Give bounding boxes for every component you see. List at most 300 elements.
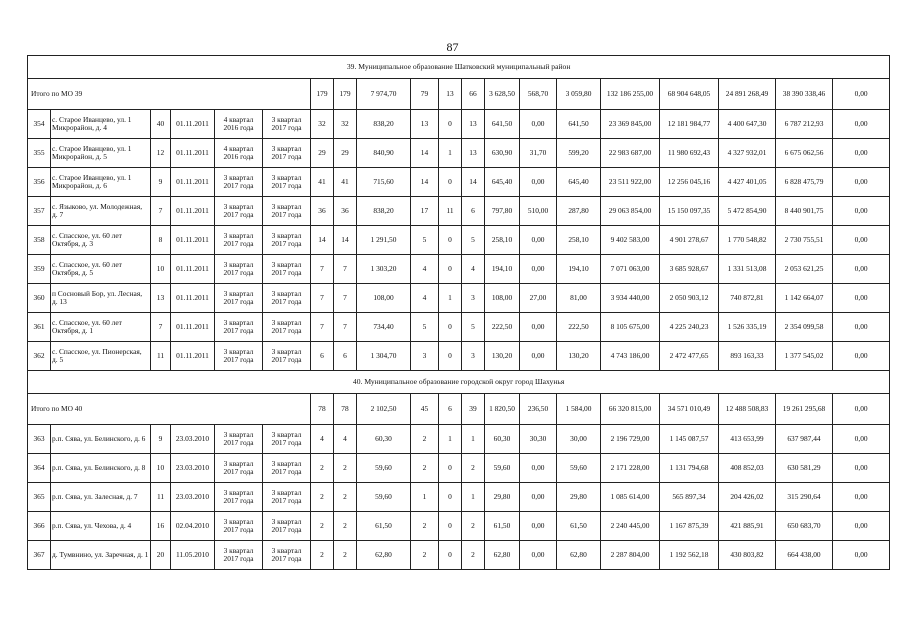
table-row	[28, 313, 890, 342]
table-cell: 5 472 854,90	[719, 197, 776, 226]
table-cell: 7	[311, 313, 334, 342]
address-cell: с. Старое Иванцево, ул. 1 Микрорайон, д. 6	[51, 168, 151, 197]
table-cell: 2	[462, 512, 485, 541]
table-cell: 362	[28, 342, 51, 371]
table-cell: 361	[28, 313, 51, 342]
table-cell: 1 526 335,19	[719, 313, 776, 342]
table-cell: 13	[411, 110, 439, 139]
total-cell: 0,00	[833, 394, 890, 425]
table-cell: 354	[28, 110, 51, 139]
table-cell: 3 квартал 2017 года	[263, 110, 311, 139]
total-cell: 0,00	[833, 79, 890, 110]
total-cell: 132 186 255,00	[601, 79, 660, 110]
table-cell: 130,20	[557, 342, 601, 371]
table-cell: 2 730 755,51	[776, 226, 833, 255]
table-cell: 358	[28, 226, 51, 255]
address-cell: д. Тумвнино, ул. Заречная, д. 1	[51, 541, 151, 570]
table-row	[28, 541, 890, 570]
total-row	[28, 394, 890, 425]
table-cell: 2	[311, 512, 334, 541]
address-cell: с. Старое Иванцево, ул. 1 Микрорайон, д. 5	[51, 139, 151, 168]
total-cell: 39	[462, 394, 485, 425]
table-cell: 13	[462, 139, 485, 168]
table-cell: 0,00	[833, 342, 890, 371]
table-cell: 3 квартал 2017 года	[215, 255, 263, 284]
address-cell: с. Спасское, ул. 60 лет Октября, д. 5	[51, 255, 151, 284]
table-cell: 12 256 045,16	[660, 168, 719, 197]
table-cell: 2	[311, 483, 334, 512]
table-cell: 59,60	[557, 454, 601, 483]
table-cell: 10	[151, 454, 171, 483]
total-cell: 568,70	[520, 79, 557, 110]
address-cell: р.п. Сява, ул. Белинского, д. 6	[51, 425, 151, 454]
table-cell: 27,00	[520, 284, 557, 313]
table-cell: 715,60	[357, 168, 411, 197]
table-cell: 3 квартал 2017 года	[215, 168, 263, 197]
table-cell: 3 685 928,67	[660, 255, 719, 284]
table-cell: 7 071 063,00	[601, 255, 660, 284]
table-cell: 1 145 087,57	[660, 425, 719, 454]
table-cell: 02.04.2010	[171, 512, 215, 541]
table-cell: 2	[334, 483, 357, 512]
table-cell: 1 303,20	[357, 255, 411, 284]
table-cell: 20	[151, 541, 171, 570]
table-cell: 421 885,91	[719, 512, 776, 541]
table-cell: 3 квартал 2017 года	[263, 313, 311, 342]
table-cell: 01.11.2011	[171, 255, 215, 284]
section-title: 40. Муниципальное образование городской округ город Шахунья	[28, 371, 890, 394]
table-cell: 315 290,64	[776, 483, 833, 512]
table-cell: 2	[334, 512, 357, 541]
table-cell: 29,80	[557, 483, 601, 512]
table-cell: 8 440 901,75	[776, 197, 833, 226]
table-cell: 36	[334, 197, 357, 226]
table-cell: 60,30	[485, 425, 520, 454]
table-cell: 6	[311, 342, 334, 371]
table-cell: 2	[411, 541, 439, 570]
table-cell: 4 квартал 2016 года	[215, 139, 263, 168]
table-cell: 60,30	[357, 425, 411, 454]
total-cell: 7 974,70	[357, 79, 411, 110]
table-cell: 0	[439, 226, 462, 255]
table-cell: 5	[411, 226, 439, 255]
table-cell: 4 квартал 2016 года	[215, 110, 263, 139]
table-cell: 4 225 240,23	[660, 313, 719, 342]
table-cell: 23 369 845,00	[601, 110, 660, 139]
table-cell: 41	[334, 168, 357, 197]
table-cell: 363	[28, 425, 51, 454]
table-cell: 7	[311, 284, 334, 313]
total-cell: 3 059,80	[557, 79, 601, 110]
table-cell: 9 402 583,00	[601, 226, 660, 255]
table-cell: 13	[151, 284, 171, 313]
table-cell: 258,10	[485, 226, 520, 255]
table-cell: 2 171 228,00	[601, 454, 660, 483]
table-cell: 3 квартал 2017 года	[215, 483, 263, 512]
table-cell: 3 квартал 2017 года	[215, 284, 263, 313]
table-cell: 0,00	[833, 541, 890, 570]
table-cell: 3 квартал 2017 года	[263, 255, 311, 284]
table-cell: 3 квартал 2017 года	[263, 512, 311, 541]
table-body	[28, 56, 890, 570]
table-cell: 29	[334, 139, 357, 168]
table-cell: 2	[411, 512, 439, 541]
table-row	[28, 425, 890, 454]
address-cell: р.п. Сява, ул. Чехова, д. 4	[51, 512, 151, 541]
address-cell: с. Спасское, ул. 60 лет Октября, д. 3	[51, 226, 151, 255]
table-cell: 12 181 984,77	[660, 110, 719, 139]
table-cell: 893 163,33	[719, 342, 776, 371]
total-cell: 236,50	[520, 394, 557, 425]
table-cell: 1 291,50	[357, 226, 411, 255]
table-cell: 11	[151, 342, 171, 371]
table-cell: 11	[439, 197, 462, 226]
table-cell: 4 427 401,05	[719, 168, 776, 197]
section-title: 39. Муниципальное образование Шатковский муниципальный район	[28, 56, 890, 79]
table-cell: 29,80	[485, 483, 520, 512]
table-cell: 01.11.2011	[171, 226, 215, 255]
table-cell: 30,30	[520, 425, 557, 454]
table-cell: 22 983 687,00	[601, 139, 660, 168]
table-cell: 0,00	[833, 313, 890, 342]
table-cell: 59,60	[357, 454, 411, 483]
table-cell: 2 050 903,12	[660, 284, 719, 313]
table-cell: 3 квартал 2017 года	[263, 483, 311, 512]
table-cell: 0,00	[833, 425, 890, 454]
table-cell: 3 квартал 2017 года	[263, 541, 311, 570]
table-cell: 194,10	[485, 255, 520, 284]
table-cell: 29	[311, 139, 334, 168]
table-cell: 0,00	[520, 342, 557, 371]
total-label: Итого по МО 39	[28, 79, 311, 110]
table-cell: 1	[411, 483, 439, 512]
table-cell: 645,40	[557, 168, 601, 197]
table-cell: 630,90	[485, 139, 520, 168]
total-cell: 2 102,50	[357, 394, 411, 425]
table-cell: 0	[439, 313, 462, 342]
total-cell: 13	[439, 79, 462, 110]
table-cell: 0,00	[520, 255, 557, 284]
section-header-row	[28, 371, 890, 394]
table-cell: 0,00	[833, 139, 890, 168]
table-cell: 36	[311, 197, 334, 226]
total-cell: 66	[462, 79, 485, 110]
table-cell: 838,20	[357, 110, 411, 139]
total-cell: 6	[439, 394, 462, 425]
table-cell: 01.11.2011	[171, 284, 215, 313]
table-cell: 4 901 278,67	[660, 226, 719, 255]
address-cell: п Сосновый Бор, ул. Лесная, д. 13	[51, 284, 151, 313]
table-cell: 2 354 099,58	[776, 313, 833, 342]
table-cell: 11 980 692,43	[660, 139, 719, 168]
table-cell: 222,50	[557, 313, 601, 342]
table-cell: 0	[439, 483, 462, 512]
table-cell: 3	[462, 342, 485, 371]
table-cell: 3 квартал 2017 года	[215, 541, 263, 570]
table-cell: 0	[439, 541, 462, 570]
table-cell: 4	[334, 425, 357, 454]
table-cell: 664 438,00	[776, 541, 833, 570]
total-cell: 78	[311, 394, 334, 425]
table-cell: 61,50	[557, 512, 601, 541]
table-cell: 62,80	[357, 541, 411, 570]
table-cell: 14	[411, 168, 439, 197]
table-cell: 23 511 922,00	[601, 168, 660, 197]
table-cell: 11	[151, 483, 171, 512]
total-cell: 24 891 268,49	[719, 79, 776, 110]
table-cell: 130,20	[485, 342, 520, 371]
table-cell: 4 743 186,00	[601, 342, 660, 371]
table-cell: 740 872,81	[719, 284, 776, 313]
table-cell: 3 квартал 2017 года	[263, 425, 311, 454]
table-cell: 2 287 804,00	[601, 541, 660, 570]
total-cell: 68 904 648,05	[660, 79, 719, 110]
table-cell: 3	[462, 284, 485, 313]
table-row	[28, 284, 890, 313]
table-cell: 222,50	[485, 313, 520, 342]
table-cell: 5	[462, 313, 485, 342]
table-cell: 0,00	[520, 541, 557, 570]
table-row	[28, 483, 890, 512]
table-cell: 1 304,70	[357, 342, 411, 371]
table-cell: 0,00	[833, 255, 890, 284]
table-cell: 0,00	[520, 512, 557, 541]
table-cell: 408 852,03	[719, 454, 776, 483]
table-row	[28, 168, 890, 197]
table-cell: 1 085 614,00	[601, 483, 660, 512]
table-cell: 23.03.2010	[171, 454, 215, 483]
section-header-row	[28, 56, 890, 79]
table-cell: 194,10	[557, 255, 601, 284]
table-cell: 3	[411, 342, 439, 371]
table-cell: 10	[151, 255, 171, 284]
table-cell: 4	[411, 284, 439, 313]
table-cell: 3 квартал 2017 года	[215, 454, 263, 483]
table-cell: 359	[28, 255, 51, 284]
table-cell: 59,60	[357, 483, 411, 512]
table-cell: 4	[462, 255, 485, 284]
table-cell: 3 квартал 2017 года	[215, 313, 263, 342]
table-cell: 1	[462, 483, 485, 512]
table-cell: 11.05.2010	[171, 541, 215, 570]
table-cell: 645,40	[485, 168, 520, 197]
total-cell: 34 571 010,49	[660, 394, 719, 425]
table-cell: 734,40	[357, 313, 411, 342]
table-cell: 3 квартал 2017 года	[215, 425, 263, 454]
table-cell: 1	[462, 425, 485, 454]
table-cell: 9	[151, 168, 171, 197]
table-cell: 3 квартал 2017 года	[215, 342, 263, 371]
address-cell: с. Языково, ул. Молодежная, д. 7	[51, 197, 151, 226]
table-cell: 7	[311, 255, 334, 284]
total-cell: 79	[411, 79, 439, 110]
table-cell: 0,00	[833, 110, 890, 139]
table-cell: 0,00	[520, 168, 557, 197]
table-cell: 3 квартал 2017 года	[263, 284, 311, 313]
table-cell: 0,00	[833, 483, 890, 512]
table-cell: 1 142 664,07	[776, 284, 833, 313]
table-cell: 364	[28, 454, 51, 483]
table-cell: 2	[334, 541, 357, 570]
table-cell: 838,20	[357, 197, 411, 226]
table-cell: 840,90	[357, 139, 411, 168]
table-cell: 61,50	[357, 512, 411, 541]
table-cell: 3 квартал 2017 года	[263, 342, 311, 371]
table-cell: 2 053 621,25	[776, 255, 833, 284]
table-cell: 2	[334, 454, 357, 483]
table-cell: 2 472 477,65	[660, 342, 719, 371]
table-cell: 2	[311, 541, 334, 570]
table-cell: 14	[411, 139, 439, 168]
table-cell: 0,00	[520, 313, 557, 342]
table-cell: 641,50	[557, 110, 601, 139]
table-cell: 2	[411, 454, 439, 483]
table-cell: 108,00	[485, 284, 520, 313]
table-cell: 9	[151, 425, 171, 454]
table-cell: 23.03.2010	[171, 425, 215, 454]
table-cell: 7	[334, 255, 357, 284]
table-cell: 3 квартал 2017 года	[263, 197, 311, 226]
table-cell: 61,50	[485, 512, 520, 541]
address-cell: р.п. Сява, ул. Белинского, д. 8	[51, 454, 151, 483]
table-cell: 0,00	[520, 483, 557, 512]
table-cell: 6	[462, 197, 485, 226]
table-row	[28, 197, 890, 226]
table-cell: 0,00	[833, 226, 890, 255]
table-cell: 01.11.2011	[171, 110, 215, 139]
table-cell: 3 квартал 2017 года	[215, 197, 263, 226]
table-cell: 510,00	[520, 197, 557, 226]
table-cell: 62,80	[557, 541, 601, 570]
table-cell: 797,80	[485, 197, 520, 226]
table-cell: 01.11.2011	[171, 342, 215, 371]
table-cell: 3 934 440,00	[601, 284, 660, 313]
table-cell: 0	[439, 342, 462, 371]
table-cell: 5	[411, 313, 439, 342]
table-cell: 637 987,44	[776, 425, 833, 454]
table-cell: 7	[334, 313, 357, 342]
table-cell: 5	[462, 226, 485, 255]
table-cell: 59,60	[485, 454, 520, 483]
table-cell: 360	[28, 284, 51, 313]
address-cell: р.п. Сява, ул. Залесная, д. 7	[51, 483, 151, 512]
table-cell: 14	[311, 226, 334, 255]
table-row	[28, 454, 890, 483]
table-cell: 0,00	[833, 197, 890, 226]
table-cell: 8	[151, 226, 171, 255]
table-row	[28, 255, 890, 284]
table-cell: 4 327 932,01	[719, 139, 776, 168]
table-cell: 01.11.2011	[171, 168, 215, 197]
page-number: 87	[446, 40, 459, 54]
table-cell: 0,00	[833, 454, 890, 483]
table-cell: 3 квартал 2017 года	[263, 168, 311, 197]
table-cell: 2	[462, 454, 485, 483]
table-cell: 3 квартал 2017 года	[263, 454, 311, 483]
table-cell: 32	[334, 110, 357, 139]
table-cell: 7	[334, 284, 357, 313]
total-cell: 1 820,50	[485, 394, 520, 425]
housing-table	[27, 55, 890, 570]
table-cell: 650 683,70	[776, 512, 833, 541]
table-cell: 4	[411, 255, 439, 284]
table-cell: 3 квартал 2017 года	[263, 139, 311, 168]
table-cell: 367	[28, 541, 51, 570]
total-cell: 3 628,50	[485, 79, 520, 110]
table-cell: 1 167 875,39	[660, 512, 719, 541]
table-cell: 355	[28, 139, 51, 168]
total-cell: 179	[334, 79, 357, 110]
table-cell: 599,20	[557, 139, 601, 168]
table-cell: 15 150 097,35	[660, 197, 719, 226]
table-cell: 258,10	[557, 226, 601, 255]
table-cell: 7	[151, 313, 171, 342]
table-cell: 7	[151, 197, 171, 226]
address-cell: с. Спасское, ул. 60 лет Октября, д. 1	[51, 313, 151, 342]
total-cell: 38 390 338,46	[776, 79, 833, 110]
table-cell: 23.03.2010	[171, 483, 215, 512]
table-cell: 6 787 212,93	[776, 110, 833, 139]
table-cell: 0	[439, 110, 462, 139]
table-cell: 2 240 445,00	[601, 512, 660, 541]
table-cell: 204 426,02	[719, 483, 776, 512]
table-cell: 32	[311, 110, 334, 139]
table-cell: 365	[28, 483, 51, 512]
table-cell: 0,00	[833, 168, 890, 197]
table-cell: 4 400 647,30	[719, 110, 776, 139]
table-cell: 13	[462, 110, 485, 139]
total-cell: 19 261 295,68	[776, 394, 833, 425]
table-cell: 4	[311, 425, 334, 454]
table-cell: 14	[334, 226, 357, 255]
table-cell: 29 063 854,00	[601, 197, 660, 226]
total-cell: 179	[311, 79, 334, 110]
total-row	[28, 79, 890, 110]
table-cell: 0	[439, 168, 462, 197]
table-cell: 01.11.2011	[171, 197, 215, 226]
table-row	[28, 512, 890, 541]
total-cell: 1 584,00	[557, 394, 601, 425]
table-cell: 413 653,99	[719, 425, 776, 454]
table-cell: 0	[439, 255, 462, 284]
table-cell: 6	[334, 342, 357, 371]
table-cell: 81,00	[557, 284, 601, 313]
table-cell: 1 331 513,08	[719, 255, 776, 284]
table-cell: 01.11.2011	[171, 313, 215, 342]
table-cell: 16	[151, 512, 171, 541]
table-row	[28, 226, 890, 255]
table-cell: 366	[28, 512, 51, 541]
table-cell: 12	[151, 139, 171, 168]
table-cell: 0,00	[833, 284, 890, 313]
table-cell: 287,80	[557, 197, 601, 226]
address-cell: с. Спасское, ул. Пионерская, д. 5	[51, 342, 151, 371]
total-cell: 66 320 815,00	[601, 394, 660, 425]
total-cell: 12 488 508,83	[719, 394, 776, 425]
table-cell: 1 131 794,68	[660, 454, 719, 483]
table-cell: 40	[151, 110, 171, 139]
table-cell: 1	[439, 284, 462, 313]
table-row	[28, 342, 890, 371]
table-cell: 0,00	[520, 110, 557, 139]
table-cell: 357	[28, 197, 51, 226]
table-cell: 62,80	[485, 541, 520, 570]
table-cell: 0	[439, 454, 462, 483]
address-cell: с. Старое Иванцево, ул. 1 Микрорайон, д. 4	[51, 110, 151, 139]
table-cell: 356	[28, 168, 51, 197]
table-row	[28, 110, 890, 139]
table-cell: 1	[439, 139, 462, 168]
